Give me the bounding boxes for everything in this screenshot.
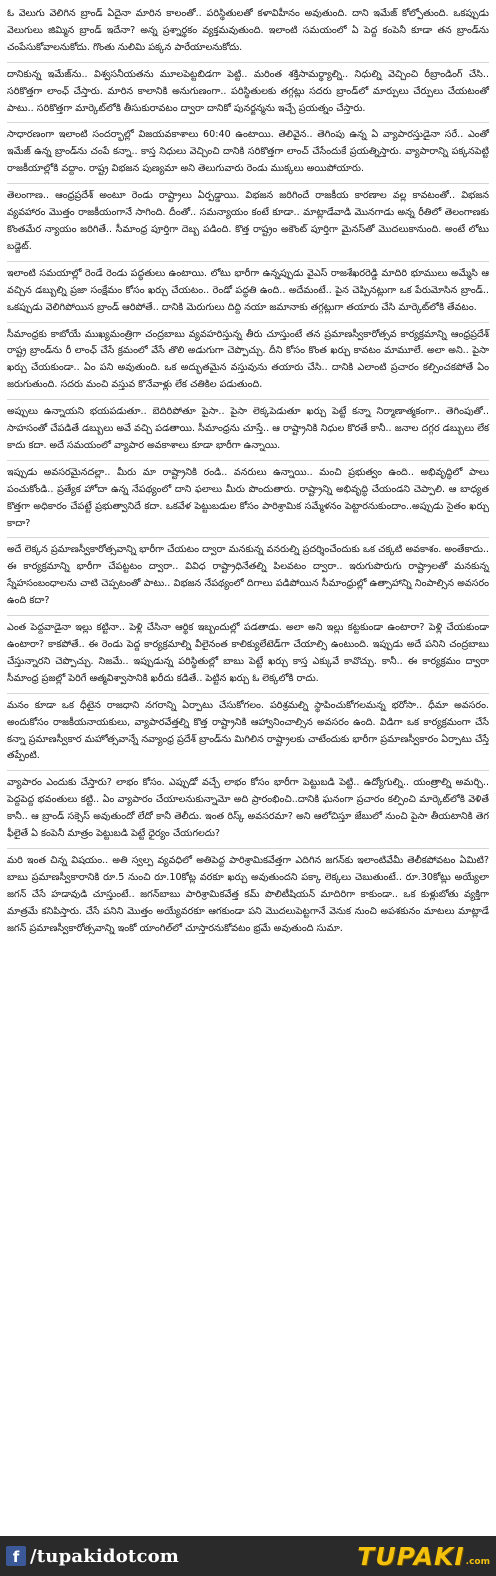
article-paragraph: సాధారణంగా ఇలాంటి సందర్భాల్లో విజయవకాశాలు 60:40 ఉంటాయి. తెలివైన.. తెగింపు ఉన్న ఏ వ్యాపారస్తుడైనా సరే.. ఎంతో ఇమేజ్ ఉన్న బ్రాండ్‌ను చంపే కన్నా.. కాస్త నిధులు వెచ్చించి దానికి సరికొత్తగా లాంచ్ చేసేందుకే ప్రయత్నిస్తారు. వ్యాపారాన్ని పక్కనపెట్టి రాజకీయాల్లోకి వద్దాం. రాష్ట్ర విభజన పుణ్యమా అని తెలుగువారు రెండు ముక్కలు అయిపోయారు. bbox=[7, 122, 489, 183]
footer-bar bbox=[0, 1536, 496, 1576]
article-paragraph: తెలంగాణ.. ఆంధ్రప్రదేశ్ అంటూ రెండు రాష్ట్రాలు ఏర్పడ్డాయి. విభజన జరిగిందే రాజకీయ కారణాల వల్ల కావటంతో.. విభజన వ్యవహారం మొత్తం రాజకీయంగానే సాగింది. దీంతో.. సమన్యాయం కంటే కూడా.. మాట్లాడేవాడి మొనగాడు అన్న రీతిలో తెలంగాణకు కొంతమేర న్యాయం జరిగితే.. సీమాంధ్ర పూర్తిగా దెబ్బ పడింది. కొత్త రాష్ట్రం అకౌంట్ పూర్తిగా మైనస్‌తో మొదలుకానుంది. అంటే లోటు బడ్జెట్. bbox=[7, 183, 489, 261]
article-paragraph: అప్పులు ఉన్నాయని భయపడుతూ.. బెదిరిపోతూ పైసా.. పైసా లెక్కపెడుతూ ఖర్చు పెట్టే కన్నా నిర్మాణాత్మకంగా.. తెగింపుతో.. సాహసంతో చేపడితే డబ్బులు అవే వచ్చి పడతాయి. సీమాంధ్రను చూస్తే.. ఆ రాష్ట్రానికి నిధుల కొరతే కానీ.. జనాల దగ్గర డబ్బులు లేక కాదు కదా. అదే సమయంలో వ్యాపార అవకాశాలు కూడా భారీగా ఉన్నాయి. bbox=[7, 399, 489, 460]
article-paragraph: ఇలాంటి సమయాల్లో రెండే రెండు పద్ధతులు ఉంటాయి. లోటు భారీగా ఉన్నప్పుడు వైఎస్ రాజశేఖరరెడ్డి మాదిరి భూములు అమ్మేసి ఆ వచ్చిన డబ్బుల్ని ప్రజా సంక్షేమం కోసం ఖర్చు చేయటం.. రెండో పద్ధతి ఉంది.. అదేమంటే.. పైన చెప్పినట్లుగా ఒక పేరుమోసిన బ్రాండ్.. ఒకప్పుడు వెలిగిపోయిన బ్రాండ్ ఆరిపోతే.. దానికి మెరుగులు దిద్ది నయా జమానాకు తగ్గట్లుగా తయారు చేసి మార్కెట్‌లోకి తేవటం. bbox=[7, 261, 489, 322]
logo-wordmark: TUPAKI bbox=[357, 1541, 465, 1571]
logo-suffix: .com bbox=[465, 1556, 490, 1567]
article-paragraph: సీమాంధ్రకు కాబోయే ముఖ్యమంత్రిగా చంద్రబాబు వ్యవహరిస్తున్న తీరు చూస్తుంటే తన ప్రమాణస్వీకారోత్సవ కార్యక్రమాన్ని ఆంధ్రప్రదేశ్ రాష్ట్ర బ్రాండ్‌ను రీ లాంఛ్ చేసే క్రమంలో వేసే తొలి అడుగుగా చెప్పొచ్చు. దీని కోసం కొంత ఖర్చు కావటం మామూలే. అలా అని.. పైసా ఖర్చు చేయకుండా.. ఏం పని అవుతుంది. ఒక అద్భుతమైన వస్తువును తయారు చేసి.. దానికి ఎలాంటి ప్రచారం కల్పించకపోతే ఏం జరుగుతుంది. సదరు మంచి వస్తువ కొనేవాళ్లు లేక చతికిల పడుతుంది. bbox=[7, 322, 489, 400]
article-paragraph: అదే లెక్కన ప్రమాణస్వీకారోత్సవాన్ని భారీగా చేయటం ద్వారా మనకున్న వనరుల్ని ప్రదర్శించేందుకు ఒక చక్కటి అవకాశం. అంతేకాదు.. ఈ కార్యక్రమాన్ని భారీగా చేపట్టటం ద్వారా.. వివిధ రాష్ట్రాధినేతల్ని పిలవటం ద్వారా.. ఇరుగుపొరుగు రాష్ట్రాలతో మనకున్న స్నేహసంబంధాలను చాటి చెప్పటంతో పాటు.. విభజన నేపథ్యంలో దిగాలు పడిపోయిన సీమాంధ్రుల్లో ఉత్సాహాన్ని నింపాల్సిన అవసరం ఉంది కదా? bbox=[7, 537, 489, 615]
article-paragraph: దానికున్న ఇమేజ్‌ను.. విశ్వసనీయతను మూలపెట్టబిడగా పెట్టి.. మరింత శక్తిసామర్థ్యాల్ని.. నిధుల్ని వెచ్చించి రీబ్రాండింగ్ చేసి.. సరికొత్తగా లాంఛ్ చేస్తారు. మారిన కాలానికి అనుగుణంగా.. పరిస్థితులకు తగ్గట్లు సదరు బ్రాండ్‌లో మార్పులు చేర్పులు చేయటంతో పాటు.. సరికొత్తగా మార్కెట్‌లోకి తీసుకురావటం ద్వారా దానికో పునర్జన్మను ఇచ్చే ప్రయత్నం చేస్తారు. bbox=[7, 62, 489, 123]
article-paragraph: మనం కూడా ఒక ధీటైన రాజధాని నగరాన్ని ఏర్పాటు చేసుకోగలం. పరిశ్రమల్ని స్థాపించుకోగలమన్న భరోసా.. ధీమా అవసరం. అందుకోసం రాజకీయనాయకులు, వ్యాపారవేత్తల్ని కొత్త రాష్ట్రానికి ఆహ్వానించాల్సిన అవసరం ఉంది. విడిగా ఒక కార్యక్రమంగా చేసే కన్నా ప్రమాణస్వీకార మహోత్సవాన్నే నవ్యాంధ్ర ప్రదేశ్ బ్రాండ్‌ను మిగిలిన రాష్ట్రాలకు చాటేందుకు భారీగా ప్రమాణస్వీకారం ఏర్పాటు చేస్తే తప్పేంటి. bbox=[7, 693, 489, 771]
article-paragraph: మరి ఇంత చిన్న విషయం.. అతి స్వల్ప వ్యవధిలో అతిపెద్ద పారిశ్రామికవేత్తగా ఎదిగిన జగన్‌కు ఇలాంటివేమీ తెలీకపోవటం ఏమిటి? బాబు ప్రమాణస్వీకారానికి రూ.5 నుంచి రూ.10కోట్ల వరకూ ఖర్చు అవుతుందని పక్కా లెక్కలు చెబుతుంటే.. రూ.30కోట్లు అయ్యేలా జగన్ చేసే హడావుడి చూస్తుంటే.. జగన్‌బాబు పారిశ్రామికవేత్త కమ్ పొలిటీషియన్ మాదిరిగా కాకుండా.. ఒక కుళ్లుబోతు వ్యక్తిగా మాత్రమే కనిపిస్తారు. చేసే పనిని మొత్తం అయ్యేవరకూ ఆగకుండా పని మొదలుపెట్టగానే వెనుక నుంచి అపశకునం మాటలు మాట్లాడే జగన్ ప్రమాణస్వీకారోత్సవాన్ని ఇంకో యాంగిల్‌లో చూస్తారనుకోవటం భ్రమే అవుతుంది సుమా. bbox=[7, 848, 489, 943]
facebook-icon: f bbox=[6, 1546, 26, 1566]
article-paragraph: ఇప్పుడు అవసరమైనదల్లా.. మీరు మా రాష్ట్రానికి రండి.. వనరులు ఉన్నాయి.. మంచి ప్రభుత్వం ఉంది.. అభివృద్ధిలో పాలు పంచుకోండి.. ప్రత్యేక హోదా ఉన్న నేపథ్యంలో దాని ఫలాలు మీరు పొందుతారు. రాష్ట్రాన్ని అభివృద్ధి చేయండని చెప్పాలి. ఆ బాధ్యత కొత్తగా అధికారం చేపట్టే ప్రభుత్వానిదే కదా. ఒకవేళ పెట్టుబడుల కోసం పారిశ్రామిక సమ్మేళనం పెట్టారనుకుందాం..అప్పుడు సైతం ఖర్చు కాదా? bbox=[7, 460, 489, 538]
article-paragraph: ఎంత పెద్దవాడైనా ఇల్లు కట్టినా.. పెళ్లి చేసినా ఆర్థిక ఇబ్బందుల్లో పడతాడు. అలా అని ఇల్లు కట్టకుండా ఉంటారా? పెళ్లి చేయకుండా ఉంటారా? కాకపోతే.. ఈ రెండు పెద్ద కార్యక్రమాల్ని వీలైనంత కాలిక్యులేటెడ్‌గా చేయాల్సి ఉంటుంది. ఇప్పుడు అదే పనిని చంద్రబాబు చేస్తున్నారని చెప్పొచ్చు. నిజమే.. ఇప్పుడున్న పరిస్థితుల్లో బాబు పెట్టే ఖర్చు కాస్త ఎక్కువే కావొచ్చు. కానీ.. ఈ కార్యక్రమం ద్వారా సీమాంధ్ర ప్రజల్లో పెరిగే ఆత్మవిశ్వాసానికి ఖరీదు కడితే.. పెట్టిన ఖర్చు ఓ లెక్కలోకి రాదు. bbox=[7, 615, 489, 693]
site-logo[interactable] bbox=[357, 1542, 490, 1571]
facebook-link[interactable] bbox=[6, 1546, 179, 1567]
article-paragraph: ఓ వెలుగు వెలిగిన బ్రాండ్ ఏదైనా మారిన కాలంతో.. పరిస్థితులతో కళావిహీనం అవుతుంది. దాని ఇమేజ్ కోల్పోతుంది. ఒకప్పుడు వెలుగులు జిమ్మిన బ్రాండ్ ఇదేనా? అన్న ప్రశ్నార్థకం వ్యక్తమవుతుంది. ఇలాంటి సమయంలో ఏ పెద్ద కంపెనీ కూడా తన బ్రాండ్‌ను చంపేసుకోవాలనుకోదు. గొంతు నులిమి పక్కన పారేయాలనుకోదు. bbox=[7, 8, 489, 53]
article-paragraph: వ్యాపారం ఎందుకు చేస్తారు? లాభం కోసం. ఎప్పుడో వచ్చే లాభం కోసం భారీగా పెట్టుబడి పెట్టి.. ఉద్యోగుల్ని.. యంత్రాల్ని అమర్చి.. పెద్దపెద్ద భవంతులు కట్టి.. ఏం వ్యాపారం చేయాలనుకున్నామో అది ప్రారంభించి..దానికి ఘనంగా ప్రచారం కల్పించి మార్కెట్‌లోకి వెళితే కానీ.. ఆ బ్రాండ్ సక్సెస్ అవుతుందో లేదో కానీ తెలీదు. ఇంత రిస్క్ అవసరమా? అని ఆలోచిస్తూ జేబులో నుంచి పైసా తీయటానికి తెగ ఫీలైతే ఏ కంపెనీ మాత్రం పెట్టుబడి పెట్టే ధైర్యం చేయగలదు? bbox=[7, 770, 489, 848]
site-url: /tupakidotcom bbox=[30, 1545, 180, 1567]
